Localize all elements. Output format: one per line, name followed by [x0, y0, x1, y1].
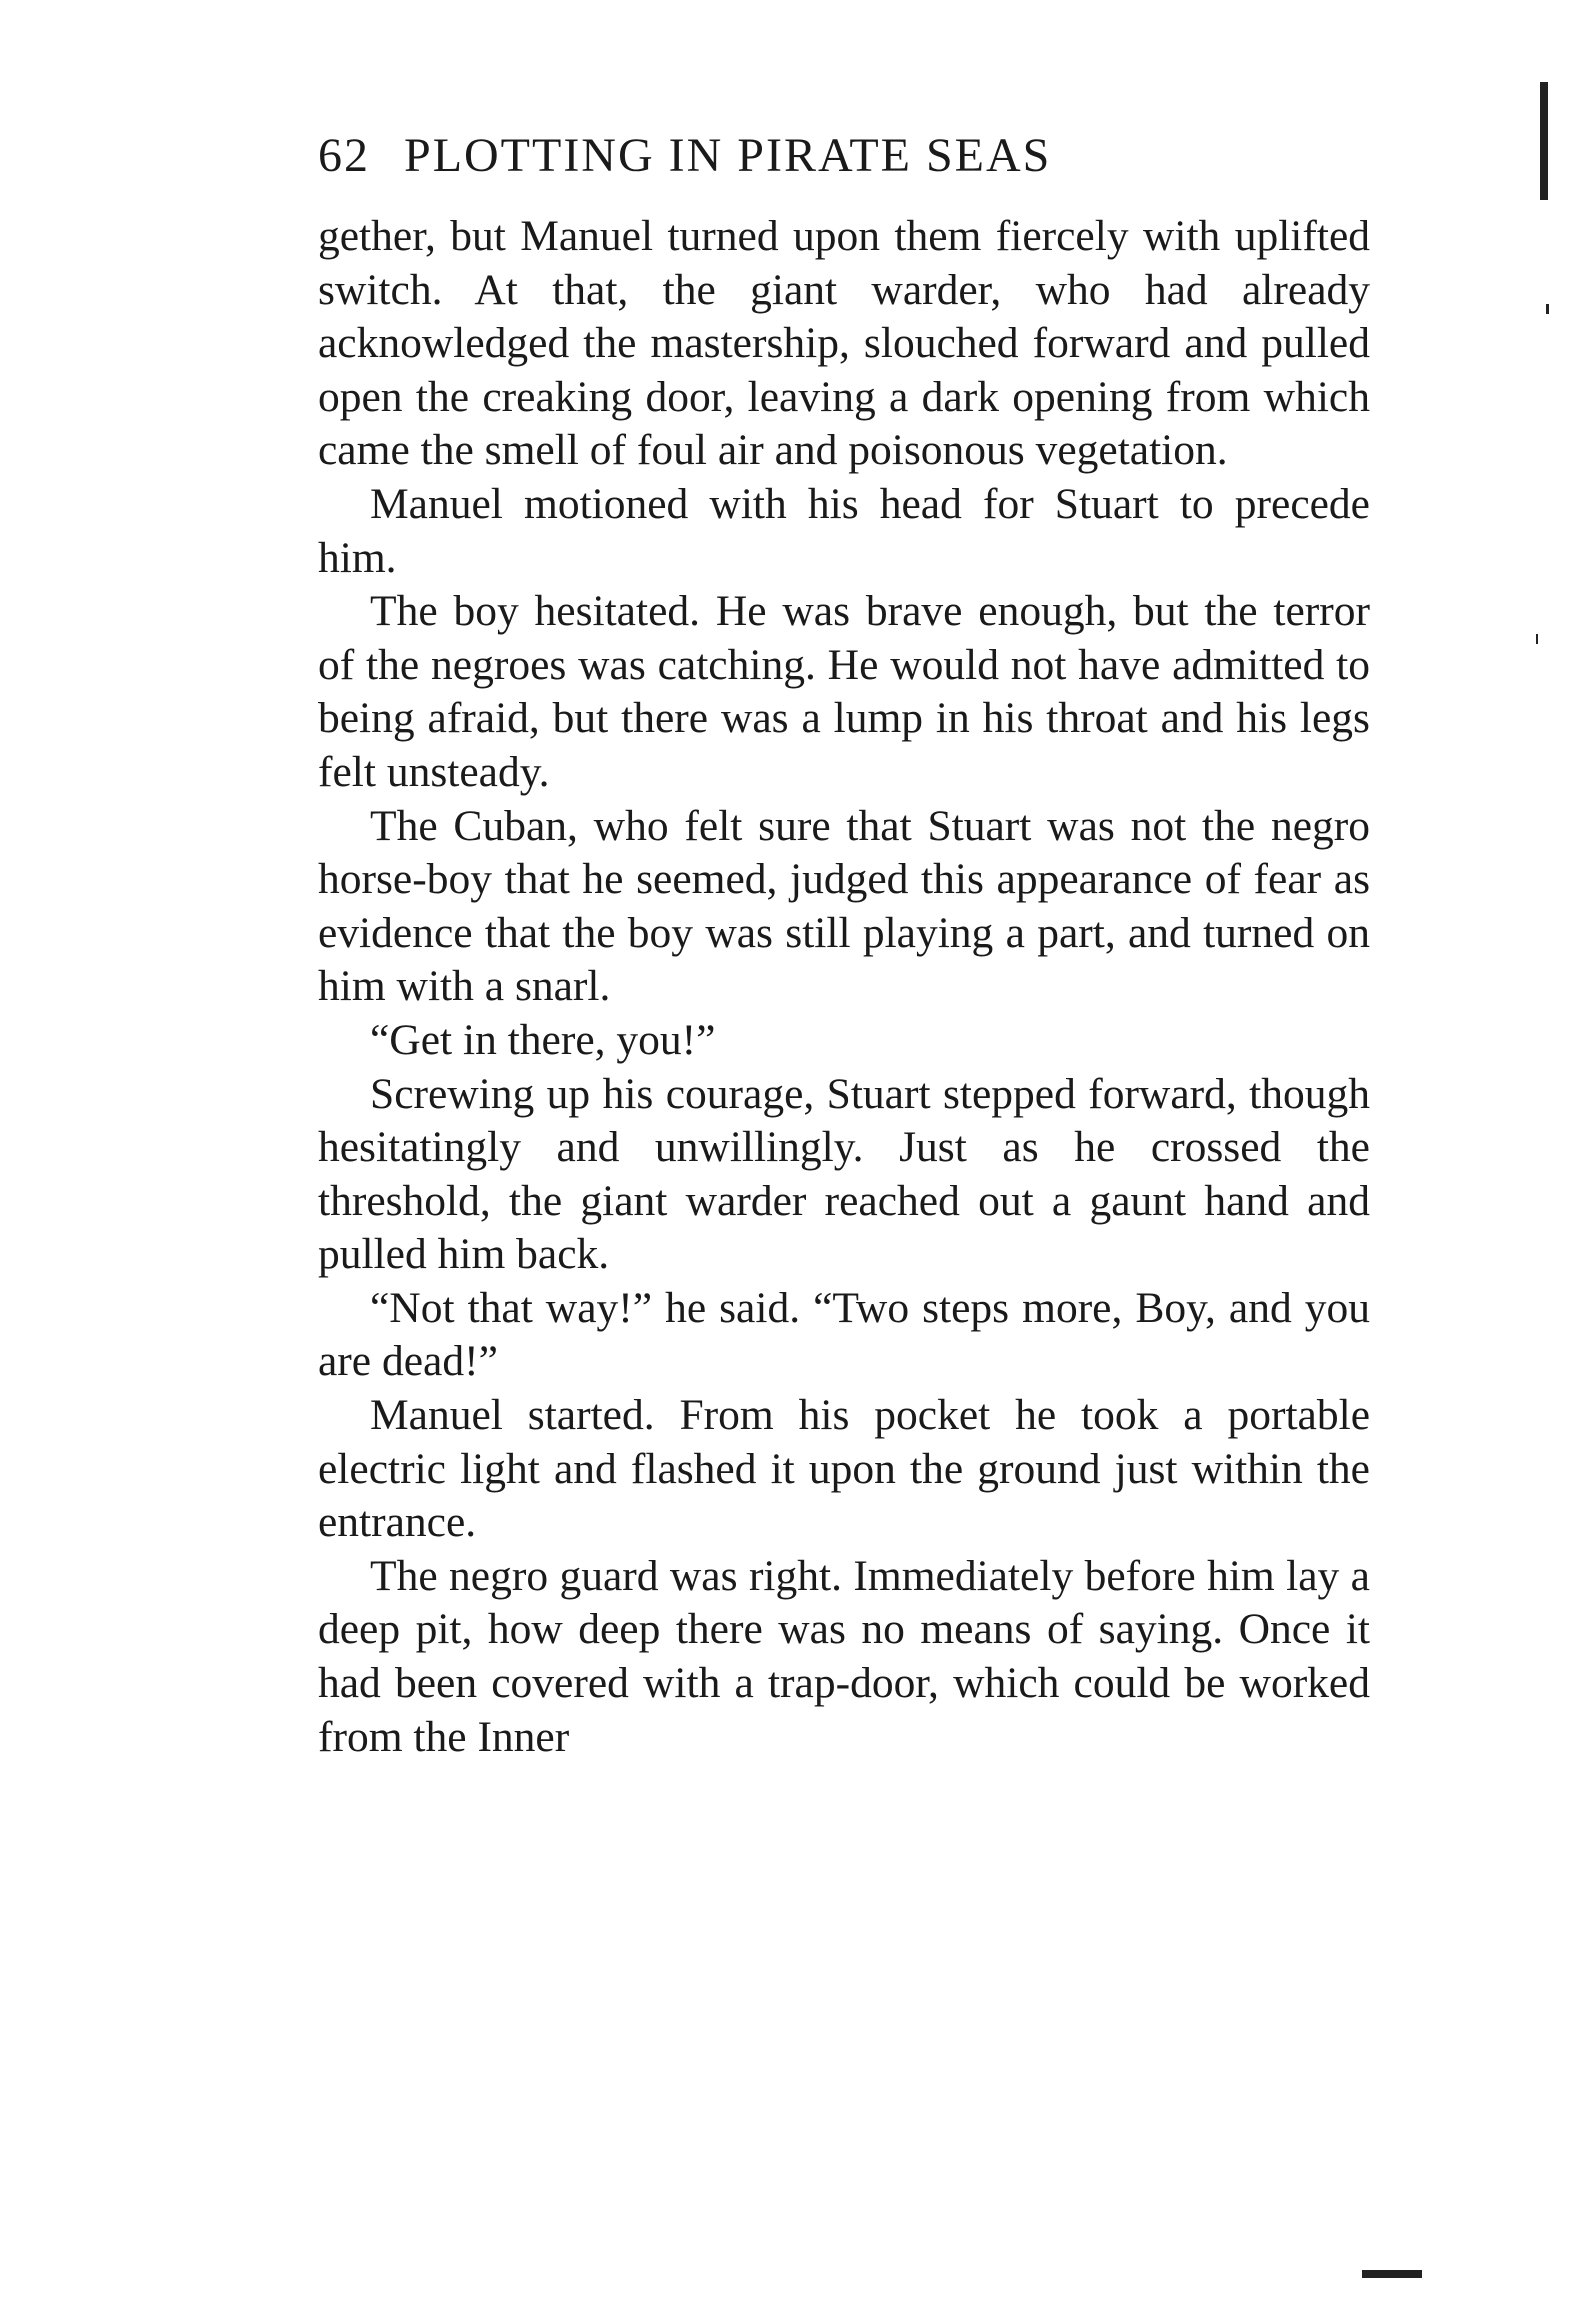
paragraph: Screwing up his courage, Stuart stepped forward, though hesitatingly and unwillingly. Just as he crossed the threshold, the giant warder reached out a gaunt hand and pulled him back.: [318, 1069, 1370, 1279]
paragraph: “Get in there, you!”: [370, 1015, 716, 1064]
paragraph: gether, but Manuel turned upon them fiercely with uplifted switch. At that, the giant warder, who had already acknowledged the mastership, slouched forward and pulled open the creaking door, leaving a dark opening from which came the smell of foul air and poisonous vegetation.: [318, 212, 1370, 475]
paragraph: Manuel motioned with his head for Stuart to precede him.: [318, 479, 1370, 582]
scan-corner-mark: [1362, 2270, 1422, 2278]
page-number: 62: [318, 129, 370, 182]
running-title: PLOTTING IN PIRATE SEAS: [404, 129, 1052, 182]
scan-speck: [1536, 634, 1538, 644]
paragraph: The boy hesitated. He was brave enough, but the terror of the negroes was catching. He would not have admitted to being afraid, but there was a lump in his throat and his legs felt unsteady.: [318, 587, 1370, 796]
paragraph: “Not that way!” he said. “Two steps more, Boy, and you are dead!”: [318, 1283, 1370, 1386]
paragraph: The negro guard was right. Immediately before him lay a deep pit, how deep there was no means of saying. Once it had been covered with a trap-door, which could be worked from the Inner: [318, 1551, 1370, 1761]
paragraph: Manuel started. From his pocket he took a portable electric light and flashed it upon the ground just within the entrance.: [318, 1391, 1370, 1547]
running-header: [318, 128, 1278, 183]
scan-speck: [1546, 304, 1549, 314]
scan-edge-mark: [1540, 82, 1548, 200]
paragraph: The Cuban, who felt sure that Stuart was not the negro horse-boy that he seemed, judged this appearance of fear as evidence that the boy was still playing a part, and turned on him with a snarl.: [318, 801, 1370, 1011]
body-text: [318, 210, 1370, 1764]
